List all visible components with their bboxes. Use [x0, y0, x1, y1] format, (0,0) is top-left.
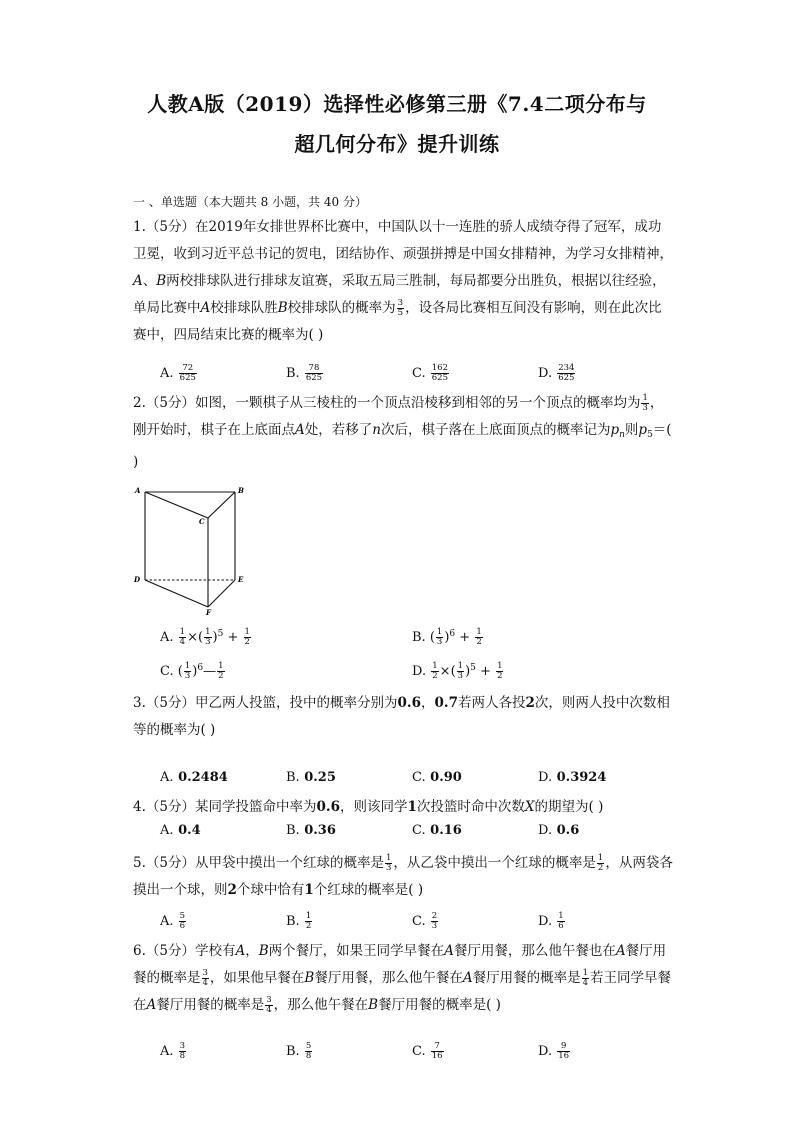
- q3-option-c[interactable]: C. 0.90: [412, 770, 462, 785]
- q4-option-a[interactable]: A. 0.4: [160, 823, 201, 838]
- triangular-prism-figure: [130, 482, 250, 617]
- q4-option-c[interactable]: C. 0.16: [412, 823, 462, 838]
- q1-option-d[interactable]: D. $\frac{234}{625}$: [538, 363, 575, 383]
- question-6: 6.（5分）学校有A，B两个餐厅，如果王同学早餐在A餐厅用餐，那么他午餐也在A餐厅用餐的概率是 $\frac{3}{4}$ ，如果他早餐在B餐厅用餐，那么他午餐在A餐厅用餐的概率是 $\frac{1}{4}$ 若王同学早餐在A餐厅用餐的概率是 $\frac{3}{4}$ ，那么他午餐在B餐厅用餐的概率是( ): [133, 943, 672, 1015]
- q6-number: 6.（5分）: [133, 943, 195, 959]
- q5-option-d[interactable]: D. $\frac{1}{6}$: [538, 911, 564, 931]
- q1-option-a[interactable]: A. $\frac{72}{625}$: [160, 363, 196, 383]
- question-5: 5.（5分）从甲袋中摸出一个红球的概率是 $\frac{1}{3}$ ，从乙袋中摸出一个红球的概率是 $\frac{1}{2}$ ，从两袋各摸出一个球，则2个球中恰有1个红球的概率是( ): [133, 853, 673, 898]
- question-1: 1.（5分）在2019年女排世界杯比赛中，中国队以十一连胜的骄人成绩夺得了冠军，成功卫冕，收到习近平总书记的贺电，团结协作、顽强拼搏是中国女排精神，为学习女排精神，A、B两校排球队进行排球友谊赛，采取五局三胜制，每局都要分出胜负，根据以往经验，单局比赛中A校排球队胜B校排球队的概率为 $\frac{3}{5}$ ，设各局比赛相互间没有影响，则在此次比赛中，四局结束比赛的概率为( ): [133, 219, 673, 343]
- q4-option-b[interactable]: B. 0.36: [286, 823, 336, 838]
- q6-option-c[interactable]: C. $\frac{7}{16}$: [412, 1041, 443, 1061]
- paper-title-line-2: 超几何分布》提升训练: [294, 132, 500, 156]
- q3-number: 3.（5分）: [133, 695, 195, 711]
- q3-option-d[interactable]: D. 0.3924: [538, 770, 607, 785]
- q3-option-b[interactable]: B. 0.25: [286, 770, 336, 785]
- q5-option-c[interactable]: C. $\frac{2}{3}$: [412, 911, 438, 931]
- q3-option-a[interactable]: A. 0.2484: [160, 770, 228, 785]
- vertex-label-f: F: [206, 608, 211, 617]
- question-3: 3.（5分）甲乙两人投篮，投中的概率分别为0.6，0.7若两人各投2次，则两人投中次数相等的概率为( ): [133, 695, 670, 738]
- q6-option-a[interactable]: A. $\frac{3}{8}$: [160, 1041, 186, 1061]
- q6-option-d[interactable]: D. $\frac{9}{16}$: [538, 1041, 570, 1061]
- q4-number: 4.（5分）: [133, 799, 195, 815]
- vertex-label-a: A: [135, 486, 141, 495]
- q2-option-d[interactable]: D. $\frac{1}{2}$ ×( $\frac{1}{3}$ )$^5$ + $\frac{1}{2}$: [412, 661, 503, 681]
- q4-option-d[interactable]: D. 0.6: [538, 823, 580, 838]
- question-2: 2.（5分）如图，一颗棋子从三棱柱的一个顶点沿棱移到相邻的另一个顶点的概率均为 $\frac{1}{3}$ ，刚开始时，棋子在上底面点A处，若移了n次后，棋子落在上底面顶点的概率记为$p_n$则$p_5=$( ): [133, 393, 672, 470]
- vertex-label-b: B: [238, 486, 244, 495]
- q1-number: 1.（5分）: [133, 219, 195, 235]
- q2-number: 2.（5分）: [133, 395, 195, 411]
- q1-option-c[interactable]: C. $\frac{162}{625}$: [412, 363, 448, 383]
- q2-option-a[interactable]: A. $\frac{1}{4}$ ×( $\frac{1}{3}$ )$^5$ + $\frac{1}{2}$: [160, 627, 250, 647]
- paper-title-line-1: 人教A版（2019）选择性必修第三册《7.4二项分布与: [147, 92, 647, 116]
- q1-option-b[interactable]: B. $\frac{78}{625}$: [286, 363, 323, 383]
- q2-option-b[interactable]: B. ( $\frac{1}{3}$ )$^6$ + $\frac{1}{2}$: [412, 627, 482, 647]
- vertex-label-d: D: [134, 575, 141, 584]
- fraction: $\frac{3}{5}$: [397, 298, 404, 318]
- vertex-label-e: E: [238, 575, 244, 584]
- q5-number: 5.（5分）: [133, 855, 195, 871]
- q5-option-b[interactable]: B. $\frac{1}{2}$: [286, 911, 312, 931]
- q6-option-b[interactable]: B. $\frac{5}{8}$: [286, 1041, 312, 1061]
- q5-option-a[interactable]: A. $\frac{5}{6}$: [160, 911, 186, 931]
- question-4: 4.（5分）某同学投篮命中率为0.6，则该同学1次投篮时命中次数X的期望为( ): [133, 799, 604, 815]
- section-heading: 一 、单选题（本大题共 8 小题，共 40 分）: [133, 195, 367, 209]
- q2-option-c[interactable]: C. ( $\frac{1}{3}$ )$^6$— $\frac{1}{2}$: [160, 661, 224, 681]
- vertex-label-c: C: [199, 517, 205, 526]
